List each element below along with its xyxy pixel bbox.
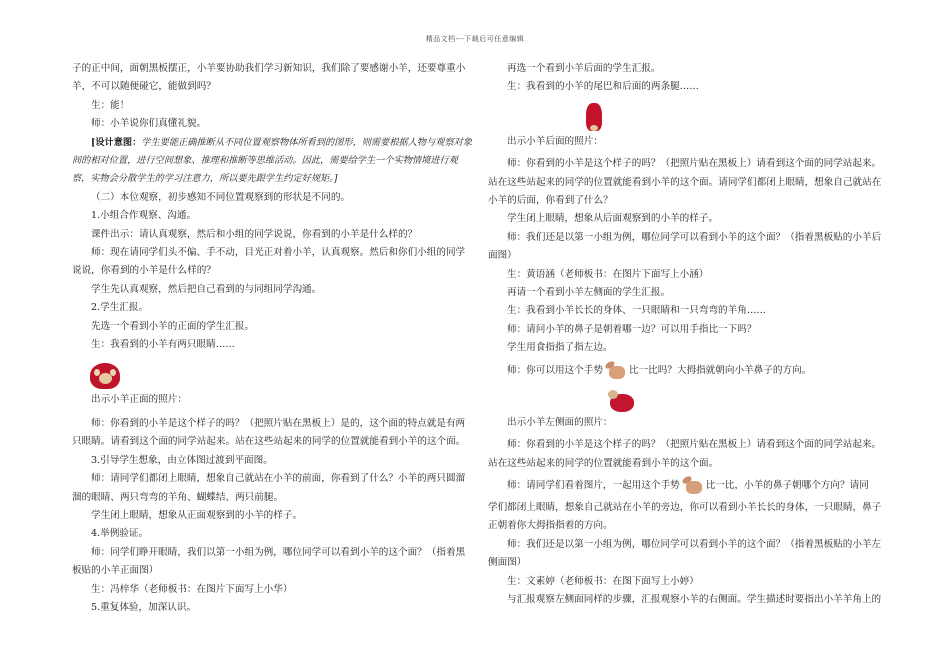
paragraph: 生：我看到小羊长长的身体、一只眼睛和一只弯弯的羊角…… (507, 305, 767, 317)
paragraph: 子的正中间，面朝黑板摆正，小羊要协助我们学习新知识，我们除了要感谢小羊，还要尊重小 (72, 63, 466, 74)
paragraph: 生：我看到的小羊有两只眼睛…… (91, 339, 235, 351)
paragraph: 学生先认真观察，然后把自己看到的与同组同学沟通。 (91, 283, 322, 295)
paragraph: 1.小组合作观察、沟通。 (91, 210, 197, 222)
paragraph: 生：能！ (91, 99, 130, 111)
paragraph: 再请一个看到小羊左侧面的学生汇报。 (507, 287, 671, 299)
left-column (72, 60, 474, 617)
paragraph: 与汇报观察左侧面同样的步骤，汇报观察小羊的右侧面。学生描述时要指出小羊羊角上的 (507, 593, 882, 605)
paragraph: 生：文素婷（老师板书：在图下面写上小婷） (507, 575, 699, 587)
paragraph: 出示小羊后面的照片： (507, 135, 603, 147)
paragraph: 课件出示：请认真观察，然后和小组的同学说说，你看到的小羊是什么样的？ (91, 228, 418, 240)
paragraph: 3.引导学生想象，由立体图过渡到平面图。 (91, 454, 273, 466)
paragraph (488, 358, 882, 384)
paragraph: 羊，不可以随便碰它，能做到吗？ (72, 81, 216, 93)
paragraph: 生：冯梓华（老师板书：在图片下面写上小华） (91, 583, 293, 595)
paragraph: 4.举例验证。 (91, 528, 149, 540)
paragraph: 师：我们还是以第一小组为例，哪位同学可以看到小羊的这个面？（指着黑板贴的小羊后面图） (488, 231, 882, 262)
thumb-hand-icon (682, 475, 704, 495)
paragraph: 师：同学们睁开眼睛，我们以第一小组为例，哪位同学可以看到小羊的这个面？（指着黑板贴的小羊正面图） (72, 546, 466, 577)
paragraph: 师：请同学们都闭上眼睛，想象自己就站在小羊的前面，你看到了什么？小羊的两只圆溜溜的眼睛、两只弯弯的羊角、蝴蝶结、两只前腿。 (72, 473, 466, 503)
paragraph: 师：小羊说你们真懂礼貌。 (91, 118, 207, 130)
design-intent-label: [设计意图： (91, 136, 142, 148)
sheep-front-photo (88, 361, 122, 391)
sheep-back-photo (584, 101, 604, 133)
text-span: 比一比吗？大拇指就朝向小羊鼻子的方向。 (628, 364, 812, 376)
paragraph: 出示小羊左侧面的照片： (507, 416, 613, 428)
thumb-hand-icon (605, 360, 627, 380)
paragraph: 师：你看到的小羊是这个样子的吗？（把照片贴在黑板上）请看到这个面的同学站起来。站在这些站起来的同学的位置就能看到小羊的这个面。请同学们都闭上眼睛，想象自己就站在小羊的后面，你看到了什么？ (488, 158, 882, 207)
paragraph: 师：现在请同学们头不偏、手不动，目光正对着小羊，认真观察。然后和你们小组的同学说说，你看到的小羊是什么样的？ (72, 247, 466, 277)
paragraph: 师：你看到的小羊是这个样子的吗？（把照片贴在黑板上）请看到这个面的同学站起来。站在这些站起来的同学的位置就能看到小羊的这个面。 (488, 439, 882, 469)
paragraph: 师：你看到的小羊是这个样子的吗？（把照片贴在黑板上）是的，这个面的特点就是有两只眼睛。请看到这个面的同学站起来。站在这些站起来的同学的位置就能看到小羊的这个面。 (72, 417, 466, 448)
paragraph: 5.重复体验，加深认识。 (91, 601, 197, 613)
paragraph: 出示小羊正面的照片： (91, 393, 187, 405)
text-span: 师：请同学们看着图片，一起用这个手势 (507, 479, 680, 491)
paragraph: 再选一个看到小羊后面的学生汇报。 (507, 63, 661, 74)
design-intent-text: 学生要能正确推断从不同位置观察物体所看到的图形，则需要根据人物与观察对象间的相对位置，进行空间想象、推理和推断等思维活动。因此，需要给学生一个实物情境进行观察，实物会分散学生的学习注意力，所以要先跟学生约定好规矩。] (72, 136, 473, 185)
section-heading: （二）本位观察，初步感知不同位置观察到的形状是不同的。 (91, 191, 351, 203)
right-column (488, 60, 882, 609)
paragraph: 学生闭上眼睛，想象从正面观察到的小羊的样子。 (91, 509, 303, 521)
paragraph: 学生用食指指了指左边。 (507, 342, 613, 354)
paragraph: 2.学生汇报。 (91, 302, 149, 314)
sheep-side-photo (608, 388, 636, 414)
text-span: 师：你可以用这个手势 (507, 364, 603, 376)
paragraph: 学生闭上眼睛，想象从后面观察到的小羊的样子。 (507, 213, 719, 225)
paragraph: 先选一个看到小羊的正面的学生汇报。 (91, 320, 255, 332)
text-span: 比一比，小羊的鼻子朝哪个方向？请同 (705, 479, 869, 491)
paragraph: 师：我们还是以第一小组为例，哪位同学可以看到小羊的这个面？（指着黑板贴的小羊左侧面图） (488, 538, 882, 569)
paragraph: 学们都闭上眼睛，想象自己就站在小羊的旁边，你可以看到小羊长长的身体，一只眼睛，鼻子正朝着你大拇指指着的方向。 (488, 501, 882, 532)
paragraph: 师：请问小羊的鼻子是朝着哪一边？可以用手指比一下吗？ (507, 323, 757, 335)
paragraph: 生：黄语涵（老师板书：在图片下面写上小涵） (507, 268, 709, 280)
paragraph: 生：我看到的小羊的尾巴和后面的两条腿…… (507, 81, 699, 93)
page-header: 精品文档---下载后可任意编辑 (425, 35, 525, 43)
design-intent-note (72, 134, 474, 189)
paragraph (488, 473, 882, 499)
